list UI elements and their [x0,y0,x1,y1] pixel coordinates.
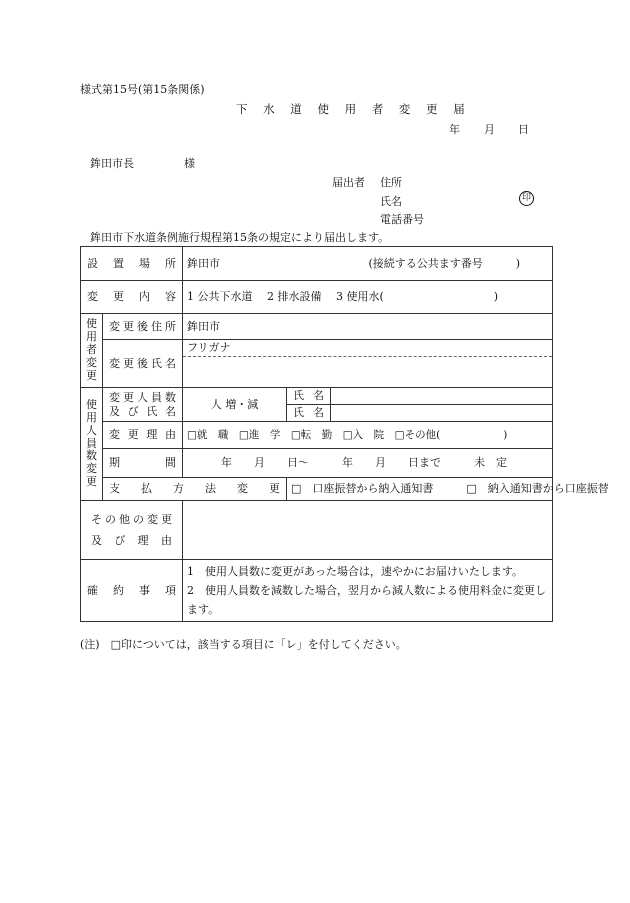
new-address-city: 鉾田市 [187,319,220,333]
row-new-address [81,314,553,340]
pledge-note-2: 2 使用人員数を減数した場合，翌月から減人数による使用料金に変更します。 [187,584,546,616]
headcount-increase-decrease[interactable]: 人 増・減 [183,388,287,422]
change-reason-options[interactable]: □就 職 □進 学 □転 勤 □入 院 □その他( ) [183,422,553,449]
group-char: 者 [86,343,97,357]
headcount-change-label [103,388,183,422]
group-char: 変 [86,355,97,369]
other-changes-field[interactable] [183,501,553,560]
period-field[interactable]: 年 月 日〜 年 月 日まで 未 定 [183,449,553,478]
group-char: 更 [86,475,97,489]
pledge-label: 確約事項 [81,560,183,622]
group-char: 数 [86,449,97,463]
new-address-field[interactable] [183,314,553,340]
headcount-change-group-label [81,388,103,501]
other-changes-label [81,501,183,560]
pledge-notes [183,560,553,622]
change-content-label: 変更内容 [81,281,183,314]
installation-site-label: 設置場所 [81,247,183,281]
headcount-name-field-2[interactable] [331,405,553,422]
notifier-phone-label: 電話番号 [380,213,424,226]
headcount-name-label-1: 氏名 [287,388,331,405]
payment-method-label: 支払方法変更 [103,478,287,501]
document-title: 下 水 道 使 用 者 変 更 届 [236,102,471,116]
row-pledge [81,560,553,622]
date-month-label: 月 [484,123,495,136]
connection-box-number: (接続する公共ます番号 ) [368,256,521,270]
row-period [81,449,553,478]
addressee-suffix: 様 [184,157,195,170]
date-day-label: 日 [518,123,529,136]
headcount-label-line1: 変更人員数 [109,391,176,405]
row-other-changes [81,501,553,560]
row-change-reason [81,422,553,449]
group-char: 使 [86,397,97,411]
other-changes-label-line1: その他の変更 [91,512,172,526]
seal-mark: 印 [519,191,534,206]
new-name-field[interactable] [183,340,553,388]
row-new-name [81,340,553,388]
group-char: 員 [86,436,97,450]
period-label: 期間 [103,449,183,478]
footnote: (注) □印については，該当する項目に「レ」を付してください。 [80,638,407,651]
row-change-content [81,281,553,314]
furigana-line [183,340,552,357]
group-char: 変 [86,462,97,476]
furigana-label: フリガナ [187,341,231,354]
group-char: 人 [86,423,97,437]
group-char: 用 [86,330,97,344]
new-name-label: 変更後氏名 [103,340,183,388]
notifier-address-label: 住所 [380,176,402,189]
addressee: 鉾田市長 [90,157,134,170]
row-payment-method [81,478,553,501]
row-headcount-name-1 [81,388,553,405]
payment-method-options[interactable]: □ 口座振替から納入通知書 □ 納入通知書から口座振替 [287,478,553,501]
row-installation-site [81,247,553,281]
installation-site-field[interactable] [183,247,553,281]
change-content-options[interactable]: 1 公共下水道 2 排水設備 3 使用水( ) [183,281,553,314]
new-address-label: 変更後住所 [103,314,183,340]
intro-text: 鉾田市下水道条例施行規程第15条の規定により届出します。 [90,231,390,244]
other-changes-label-line2: 及び理由 [91,534,172,547]
pledge-note-1: 1 使用人員数に変更があった場合は，速やかにお届けいたします。 [187,565,524,578]
headcount-label-line2: 及び氏名 [109,404,176,418]
date-year-label: 年 [449,123,460,136]
group-char: 更 [86,368,97,382]
change-form-table [80,246,609,622]
change-reason-label: 変更理由 [103,422,183,449]
notifier-name-label: 氏名 [380,195,402,208]
notifier-label: 届出者 [332,176,365,189]
headcount-name-label-2: 氏名 [287,405,331,422]
form-number: 様式第15号(第15条関係) [80,83,205,96]
group-char: 用 [86,410,97,424]
user-change-group-label [81,314,103,388]
headcount-name-field-1[interactable] [331,388,553,405]
group-char: 使 [86,317,97,331]
installation-site-city: 鉾田市 [187,256,220,270]
